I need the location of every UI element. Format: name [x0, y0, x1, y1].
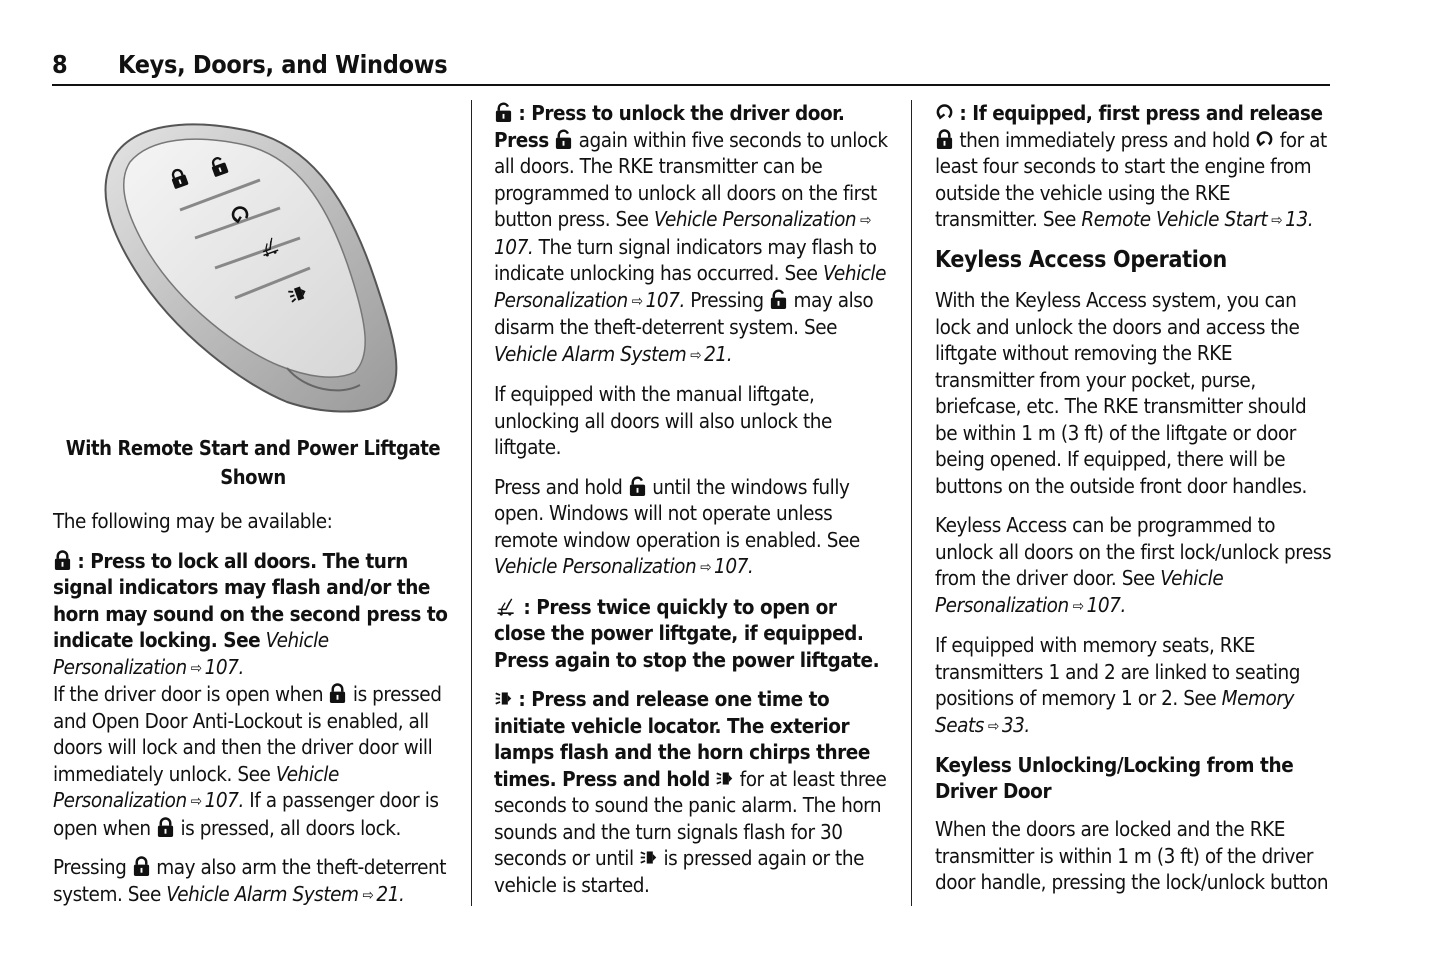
- unlock-icon: [554, 129, 573, 150]
- arrow-icon: ⇨: [860, 211, 872, 229]
- arrow-icon: ⇨: [700, 558, 712, 576]
- unlock-icon: [628, 476, 647, 497]
- windows-paragraph: Press and hold until the windows fully open. Windows will not operate unless remote window operation is enabled. See Vehicle Personalization ⇨ 107.: [494, 474, 892, 581]
- column-divider: [911, 100, 912, 906]
- panic-paragraph: : Press and release one time to initiate vehicle locator. The exterior lamps flash and the horn chirps three times. Press and hold for at least three seconds to sound the panic alarm. The horn sounds and the turn signals flash for 30 seconds or until is pressed again or the vehicle is started.: [494, 687, 887, 897]
- page-header: [52, 46, 1330, 86]
- liftgate-paragraph: : Press twice quickly to open or close the power liftgate, if equipped. Press again to stop the power liftgate.: [494, 594, 880, 672]
- keyless-paragraph-2: Keyless Access can be programmed to unlock all doors on the first lock/unlock press from the driver door. See Vehicle Personalization ⇨ 107.: [935, 512, 1333, 619]
- lock-icon: [53, 550, 72, 571]
- lock-icon: [132, 856, 151, 877]
- arrow-icon: ⇨: [190, 658, 202, 677]
- section-title: Keys, Doors, and Windows: [118, 50, 448, 79]
- driver-door-paragraph: When the doors are locked and the RKE transmitter is within 1 m (3 ft) of the driver door handle, pressing the lock/unlock button: [935, 817, 1329, 894]
- keyless-paragraph-1: With the Keyless Access system, you can lock and unlock the doors and access the liftgate without removing the RKE transmitter from your pocket, purse, briefcase, etc. The RKE transmitter should be within 1 m (3 ft) of the liftgate or door being opened. If equipped, there will be buttons on the outside front door handles.: [935, 288, 1307, 498]
- arrow-icon: ⇨: [987, 716, 999, 735]
- panic-icon: [639, 847, 658, 868]
- column-divider: [471, 100, 472, 906]
- figure-caption: With Remote Start and Power Liftgate Shown: [65, 436, 441, 489]
- unlock-icon: [769, 289, 788, 310]
- column-3: [935, 100, 1333, 909]
- column-2: [494, 100, 892, 911]
- lock-icon: [156, 817, 175, 838]
- arrow-icon: ⇨: [1271, 211, 1283, 229]
- keyless-access-heading: Keyless Access Operation: [935, 246, 1227, 273]
- remote-start-paragraph: : If equipped, first press and release then immediately press and hold for at least four seconds to start the engine from outside the vehicle using the RKE transmitter. See Remote Vehicle Start ⇨ 13.: [935, 100, 1333, 234]
- driver-door-subheading: Keyless Unlocking/Locking from the Driver Door: [935, 753, 1294, 803]
- intro-text: The following may be available:: [53, 509, 333, 533]
- panic-icon: [494, 688, 513, 709]
- panic-icon: [715, 768, 734, 789]
- arrow-icon: ⇨: [690, 345, 702, 364]
- lock-icon: [328, 683, 347, 704]
- remote-start-icon: [1255, 129, 1274, 150]
- arrow-icon: ⇨: [362, 885, 374, 904]
- manual-liftgate-paragraph: If equipped with the manual liftgate, unlocking all doors will also unlock the liftgate.: [494, 382, 832, 459]
- arrow-icon: ⇨: [190, 792, 202, 810]
- lock-paragraph: : Press to lock all doors. The turn signal indicators may flash and/or the horn may sound on the second press to indicate locking. See Vehicle Personalization ⇨ 107.: [53, 548, 453, 682]
- memory-seats-paragraph: If equipped with memory seats, RKE transmitters 1 and 2 are linked to seating positions of memory 1 or 2. See Memory Seats ⇨ 33.: [935, 632, 1333, 739]
- unlock-paragraph: : Press to unlock the driver door. Press again within five seconds to unlock all doors. The RKE transmitter can be programmed to unlock all doors on the first button press. See Vehicle Personalization ⇨107. The turn signal indicators may flash to indicate unlocking has occurred. See Vehicle Personalization ⇨ 107. Pressing may also disarm the theft-deterrent system. See Vehicle Alarm System ⇨ 21.: [494, 100, 892, 368]
- arrow-icon: ⇨: [1072, 596, 1084, 615]
- arrow-icon: ⇨: [631, 291, 643, 310]
- lock-paragraph-2: If the driver door is open when is pressed and Open Door Anti-Lockout is enabled, all doors will lock and then the driver door will immediately unlock. See Vehicle Personalization ⇨ 107. If a passenger door is open when is pressed, all doors lock.: [53, 682, 442, 840]
- page-number: 8: [52, 50, 68, 79]
- lock-icon: [935, 129, 954, 150]
- liftgate-icon: [494, 596, 518, 617]
- key-fob-illustration: [55, 100, 435, 430]
- arm-paragraph: Pressing may also arm the theft-deterrent system. See Vehicle Alarm System ⇨ 21.: [53, 854, 453, 908]
- unlock-icon: [494, 102, 513, 123]
- remote-start-icon: [935, 102, 954, 123]
- column-1: [53, 100, 453, 921]
